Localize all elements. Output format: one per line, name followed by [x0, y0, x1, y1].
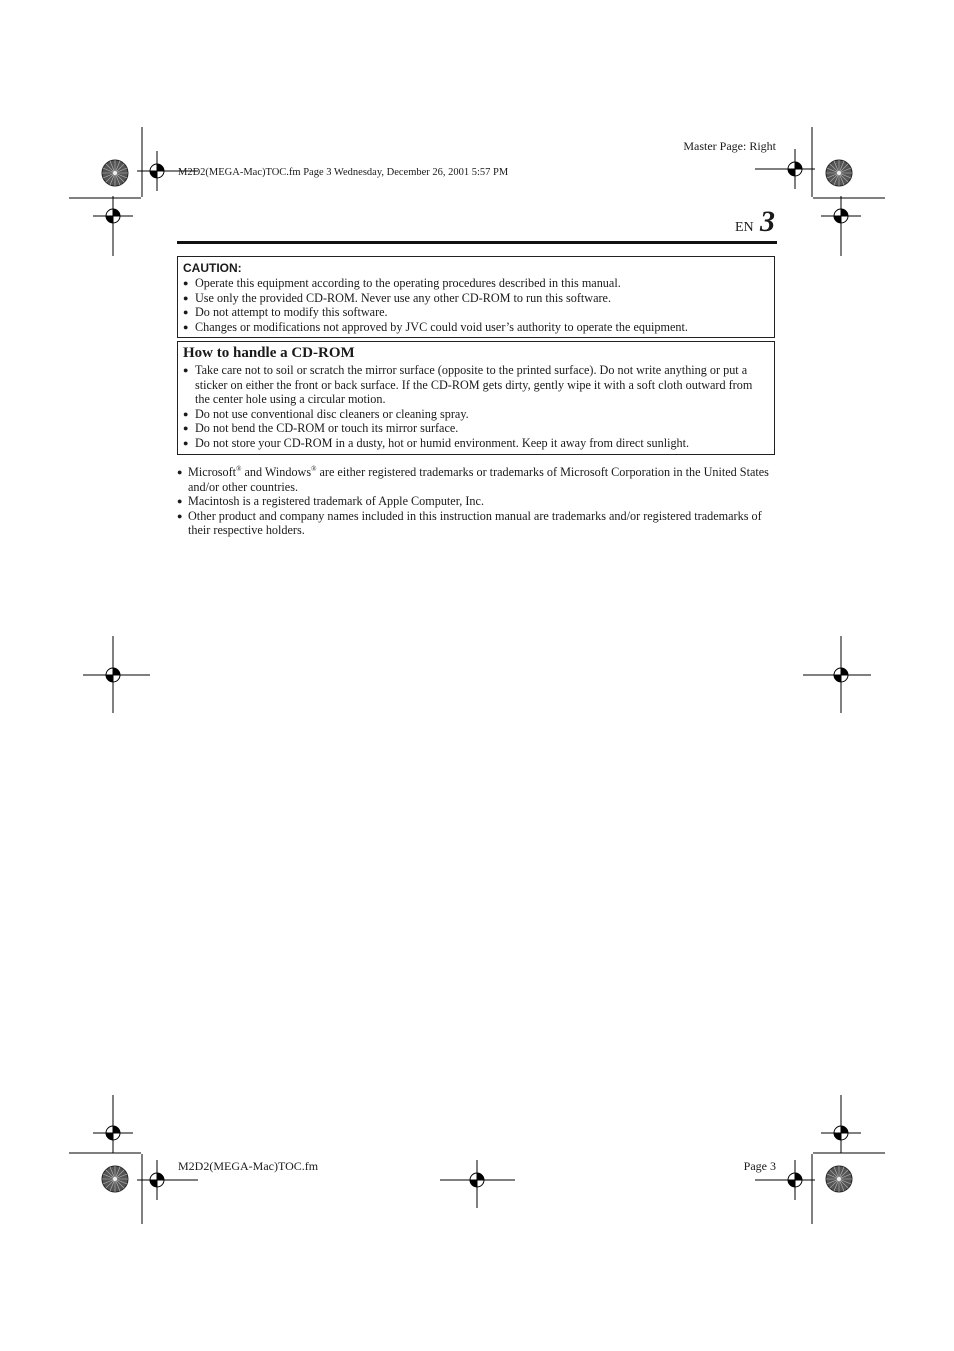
master-page-label: Master Page: Right: [683, 139, 776, 153]
bullet-icon: ●: [183, 307, 189, 317]
cdrom-heading: How to handle a CD-ROM: [183, 345, 355, 361]
cdrom-list: [183, 363, 768, 450]
list-item: ● Macintosh is a registered trademark of Apple Computer, Inc.: [177, 494, 484, 508]
bullet-icon: ●: [177, 467, 183, 477]
list-item: ● Use only the provided CD-ROM. Never use any other CD-ROM to run this software.: [183, 290, 611, 305]
bullet-icon: ●: [183, 321, 189, 332]
list-item: ● Do not bend the CD-ROM or touch its mirror surface.: [183, 421, 459, 435]
bullet-icon: ●: [183, 365, 189, 375]
caution-heading: CAUTION:: [183, 261, 242, 275]
trademark-list: [177, 465, 777, 538]
bullet-icon: ●: [183, 423, 189, 433]
footer-filename: M2D2(MEGA-Mac)TOC.fm: [178, 1159, 319, 1173]
bullet-icon: ●: [177, 496, 183, 506]
list-item: ● Microsoft® and Windows® are either registered trademarks or trademarks of Microsoft Corporation in the United States and/or other countries.: [177, 465, 769, 494]
bullet-icon: ●: [183, 437, 189, 448]
bullet-icon: ●: [177, 510, 183, 521]
language-label: EN: [735, 220, 754, 235]
list-item: ● Do not attempt to modify this software.: [183, 305, 388, 319]
list-item: ● Do not store your CD-ROM in a dusty, hot or humid environment. Keep it away from direct sunlight.: [183, 435, 690, 450]
header-rule: [177, 241, 777, 244]
caution-box: [177, 256, 775, 338]
bullet-icon: ●: [183, 408, 189, 419]
registered-mark: ®: [311, 465, 317, 473]
footer-page-number: Page 3: [743, 1159, 776, 1173]
list-item: ● Operate this equipment according to the operating procedures described in this manual.: [183, 276, 621, 290]
cdrom-handling-box: [177, 341, 775, 455]
bullet-icon: ●: [183, 278, 189, 288]
list-item: ● Do not use conventional disc cleaners or cleaning spray.: [183, 406, 469, 421]
file-info-line: M2D2(MEGA-Mac)TOC.fm Page 3 Wednesday, December 26, 2001 5:57 PM: [178, 167, 509, 178]
registered-mark: ®: [236, 465, 242, 473]
page-number: 3: [760, 205, 775, 238]
list-item: ● Take care not to soil or scratch the mirror surface (opposite to the printed surface). Do not write anything or put a sticker on either the front or back surface. If the CD-ROM gets dirty, gently wipe it with a soft cloth outward from the center hole using a circular motion.: [183, 363, 753, 406]
caution-list: [183, 276, 768, 334]
list-item: ● Changes or modifications not approved by JVC could void user’s authority to operate the equipment.: [183, 319, 688, 334]
list-item: ● Other product and company names included in this instruction manual are trademarks and/or registered trademarks of their respective holders.: [177, 508, 762, 537]
bullet-icon: ●: [183, 292, 189, 303]
